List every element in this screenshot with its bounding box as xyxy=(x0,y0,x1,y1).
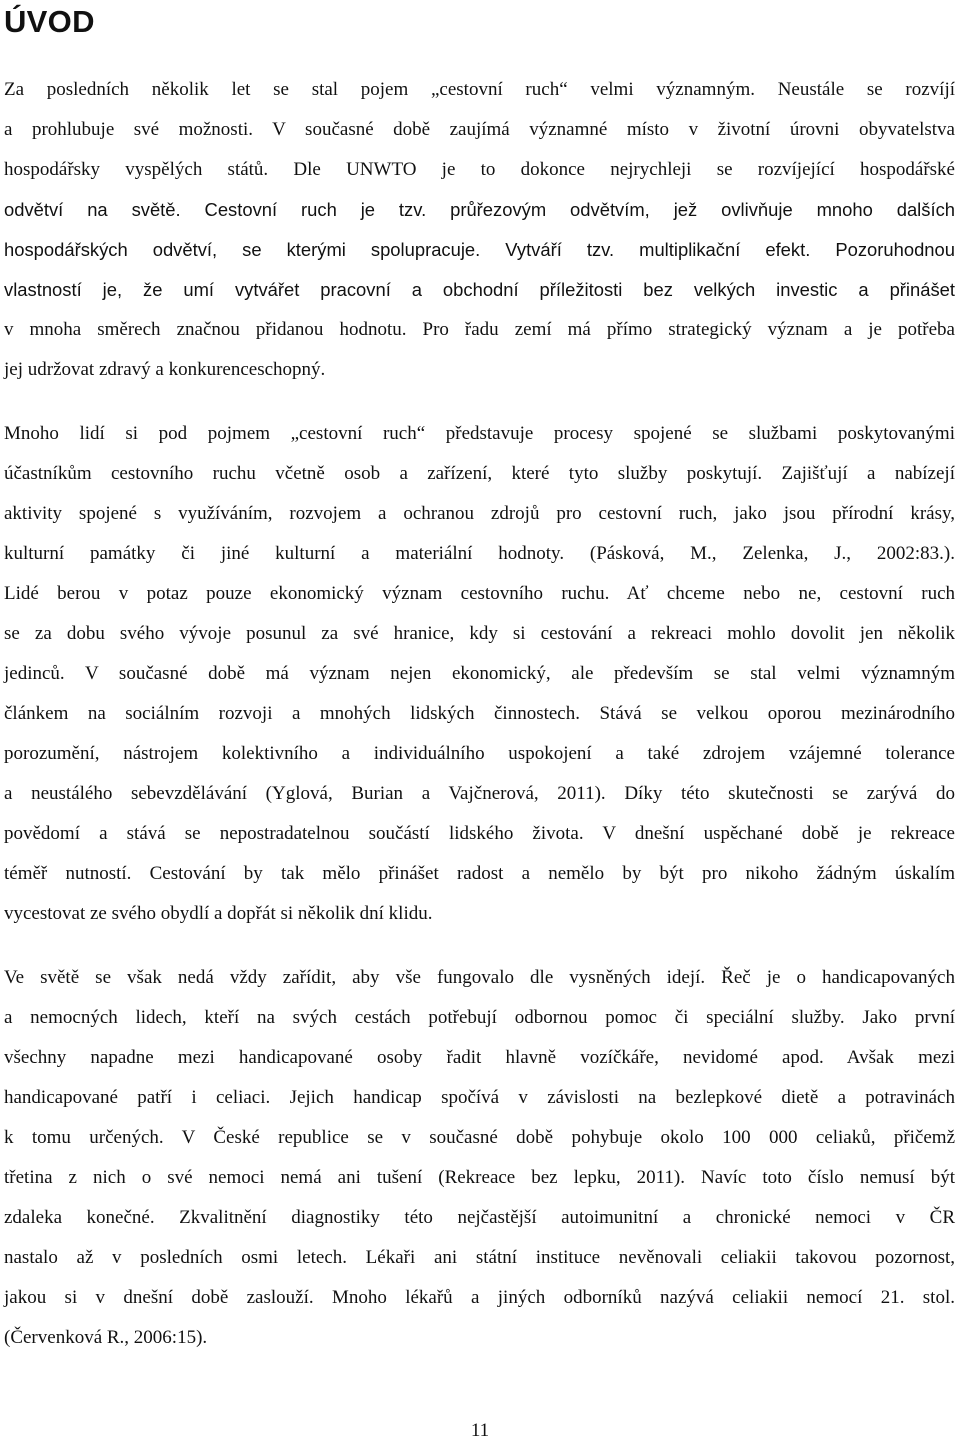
text-line: vlastností je, že umí vytvářet pracovní a obchodní příležitosti bez velkých investic a přinášet xyxy=(4,279,955,300)
text-line: téměř nutností. Cestování by tak mělo přinášet radost a nemělo by být pro nikoho žádným úskalím xyxy=(4,863,955,884)
text-line: se za dobu svého vývoje posunul za své hranice, kdy si cestování a rekreaci mohlo dovolit jen několik xyxy=(4,623,955,644)
text-line: článkem na sociálním rozvoji a mnohých lidských činnostech. Stává se velkou oporou mezinárodního xyxy=(4,703,955,724)
text-line: všechny napadne mezi handicapované osoby řadit hlavně vozíčkáře, nevidomé apod. Avšak mezi xyxy=(4,1047,955,1068)
text-line: a neustálého sebevzdělávání (Yglová, Burian a Vajčnerová, 2011). Díky této skutečnosti se zarývá do xyxy=(4,783,955,804)
text-line: Lidé berou v potaz pouze ekonomický význam cestovního ruchu. Ať chceme nebo ne, cestovní ruch xyxy=(4,583,955,604)
text-line: porozumění, nástrojem kolektivního a individuálního uspokojení a také zdrojem vzájemné tolerance xyxy=(4,743,955,764)
text-line: zdaleka konečné. Zkvalitnění diagnostiky této nejčastější autoimunitní a chronické nemoci v ČR xyxy=(4,1207,955,1228)
text-line: a prohlubuje své možnosti. V současné době zaujímá významné místo v životní úrovni obyvatelstva xyxy=(4,119,955,140)
chapter-heading: ÚVOD xyxy=(4,4,95,39)
text-line: handicapované patří i celiaci. Jejich handicap spočívá v závislosti na bezlepkové dietě a potravinách xyxy=(4,1087,955,1108)
text-line: vycestovat ze svého obydlí a dopřát si několik dní klidu. xyxy=(4,903,433,924)
text-line: aktivity spojené s využíváním, rozvojem a ochranou zdrojů pro cestovní ruch, jako jsou přírodní krásy, xyxy=(4,503,955,524)
paragraph-tourism-concept xyxy=(4,414,955,934)
paragraph-intro xyxy=(4,70,955,390)
text-line: hospodářských odvětví, se kterými spolupracuje. Vytváří tzv. multiplikační efekt. Pozoruhodnou xyxy=(4,239,955,260)
text-line: účastníkům cestovního ruchu včetně osob a zařízení, které tyto služby poskytují. Zajišťují a nabízejí xyxy=(4,463,955,484)
text-line: jakou si v dnešní době zaslouží. Mnoho lékařů a jiných odborníků nazývá celiakii nemocí 21. stol. xyxy=(4,1287,955,1308)
page-number: 11 xyxy=(470,1420,490,1441)
text-line: (Červenková R., 2006:15). xyxy=(4,1327,208,1348)
text-line: nastalo až v posledních osmi letech. Lékaři ani státní instituce nevěnovali celiakii takovou pozornost, xyxy=(4,1247,955,1268)
text-line: hospodářsky vyspělých států. Dle UNWTO je to dokonce nejrychleji se rozvíjející hospodářské xyxy=(4,159,955,180)
text-line: Za posledních několik let se stal pojem „cestovní ruch“ velmi významným. Neustále se rozvíjí xyxy=(4,79,955,100)
text-line: jej udržovat zdravý a konkurenceschopný. xyxy=(4,359,326,380)
text-line: Mnoho lidí si pod pojmem „cestovní ruch“ představuje procesy spojené se službami poskytovanými xyxy=(4,423,955,444)
text-line: odvětví na světě. Cestovní ruch je tzv. průřezovým odvětvím, jež ovlivňuje mnoho dalších xyxy=(4,199,955,220)
text-line: k tomu určených. V České republice se v současné době pohybuje okolo 100 000 celiaků, přičemž xyxy=(4,1127,955,1148)
paragraph-handicapped-celiacs xyxy=(4,958,955,1358)
text-line: v mnoha směrech značnou přidanou hodnotu. Pro řadu zemí má přímo strategický význam a je potřeba xyxy=(4,319,955,340)
text-line: třetina z nich o své nemoci nemá ani tušení (Rekreace bez lepku, 2011). Navíc toto číslo nemusí být xyxy=(4,1167,955,1188)
text-line: a nemocných lidech, kteří na svých cestách potřebují odbornou pomoc či speciální služby. Jako první xyxy=(4,1007,955,1028)
text-line: kulturní památky či jiné kulturní a materiální hodnoty. (Pásková, M., Zelenka, J., 2002:83.). xyxy=(4,543,955,564)
text-line: Ve světě se však nedá vždy zařídit, aby vše fungovalo dle vysněných idejí. Řeč je o handicapovaných xyxy=(4,967,955,988)
text-line: jedinců. V současné době má význam nejen ekonomický, ale především se stal velmi významným xyxy=(4,663,955,684)
text-line: povědomí a stává se nepostradatelnou součástí lidského života. V dnešní uspěchané době je rekreace xyxy=(4,823,955,844)
